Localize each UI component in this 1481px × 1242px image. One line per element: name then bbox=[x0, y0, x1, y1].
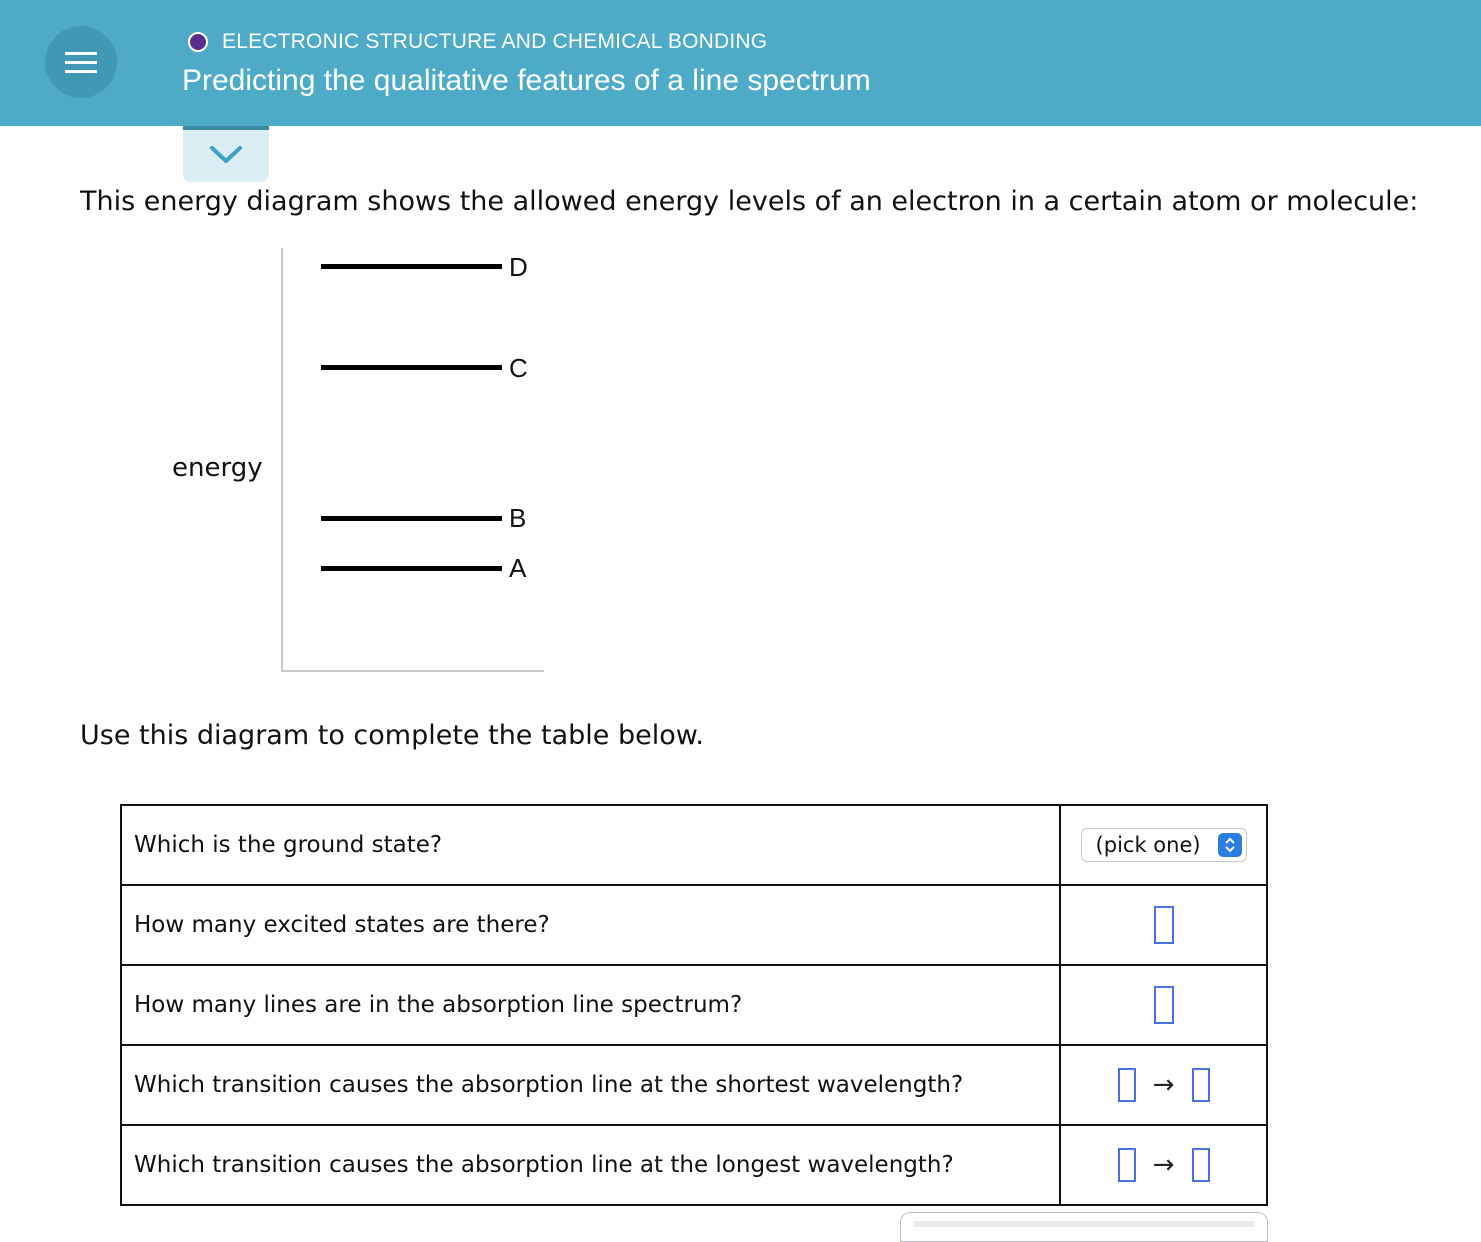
select-value: (pick one) bbox=[1095, 833, 1201, 857]
table-row bbox=[121, 885, 1267, 965]
answer-cell bbox=[1060, 965, 1267, 1045]
answer-cell bbox=[1060, 805, 1267, 885]
energy-level-d bbox=[321, 264, 502, 269]
question-ground-state: Which is the ground state? bbox=[121, 805, 1060, 885]
energy-level-c bbox=[321, 365, 502, 370]
energy-level-label-c: C bbox=[509, 353, 528, 383]
up-down-chevron-icon bbox=[1218, 833, 1242, 857]
absorption-lines-input[interactable] bbox=[1154, 986, 1174, 1024]
shortest-transition-from-input[interactable] bbox=[1118, 1068, 1136, 1102]
right-arrow-icon: → bbox=[1152, 1150, 1175, 1180]
table-row bbox=[121, 965, 1267, 1045]
panel-handle bbox=[913, 1221, 1255, 1227]
longest-transition-from-input[interactable] bbox=[1118, 1148, 1136, 1182]
menu-bar bbox=[65, 70, 97, 73]
energy-level-b bbox=[321, 516, 502, 521]
question-excited-states: How many excited states are there? bbox=[121, 885, 1060, 965]
topic-label: ELECTRONIC STRUCTURE AND CHEMICAL BONDING bbox=[222, 30, 768, 53]
right-arrow-icon: → bbox=[1152, 1070, 1175, 1100]
answer-cell bbox=[1060, 1125, 1267, 1205]
topic-row bbox=[188, 30, 767, 54]
answer-cell bbox=[1060, 1045, 1267, 1125]
ground-state-select[interactable] bbox=[1081, 828, 1247, 862]
energy-level-label-d: D bbox=[509, 252, 528, 282]
menu-bar bbox=[65, 52, 97, 55]
energy-diagram bbox=[0, 240, 600, 680]
chevron-down-icon bbox=[209, 144, 243, 166]
table-row bbox=[121, 1125, 1267, 1205]
hamburger-menu-icon[interactable] bbox=[45, 26, 117, 98]
answer-tools-panel[interactable] bbox=[900, 1212, 1268, 1242]
shortest-transition-to-input[interactable] bbox=[1192, 1068, 1210, 1102]
question-longest-wavelength: Which transition causes the absorption line at the longest wavelength? bbox=[121, 1125, 1060, 1205]
table-row bbox=[121, 1045, 1267, 1125]
instruction-text: Use this diagram to complete the table below. bbox=[80, 720, 704, 751]
question-absorption-lines: How many lines are in the absorption line spectrum? bbox=[121, 965, 1060, 1045]
intro-text: This energy diagram shows the allowed energy levels of an electron in a certain atom or molecule: bbox=[80, 186, 1419, 217]
collapse-toggle-button[interactable] bbox=[183, 126, 269, 182]
longest-transition-to-input[interactable] bbox=[1192, 1148, 1210, 1182]
baseline-axis bbox=[281, 670, 544, 672]
energy-level-label-b: B bbox=[509, 503, 527, 533]
menu-bar bbox=[65, 61, 97, 64]
energy-level-label-a: A bbox=[509, 553, 527, 583]
table-row bbox=[121, 805, 1267, 885]
energy-level-a bbox=[321, 566, 502, 571]
question-shortest-wavelength: Which transition causes the absorption line at the shortest wavelength? bbox=[121, 1045, 1060, 1125]
answer-cell bbox=[1060, 885, 1267, 965]
top-header bbox=[0, 0, 1481, 126]
topic-status-dot bbox=[188, 32, 208, 52]
page-title: Predicting the qualitative features of a line spectrum bbox=[182, 64, 871, 97]
energy-axis bbox=[281, 248, 283, 672]
question-table bbox=[120, 804, 1268, 1206]
energy-axis-label: energy bbox=[172, 453, 263, 483]
excited-states-input[interactable] bbox=[1154, 906, 1174, 944]
